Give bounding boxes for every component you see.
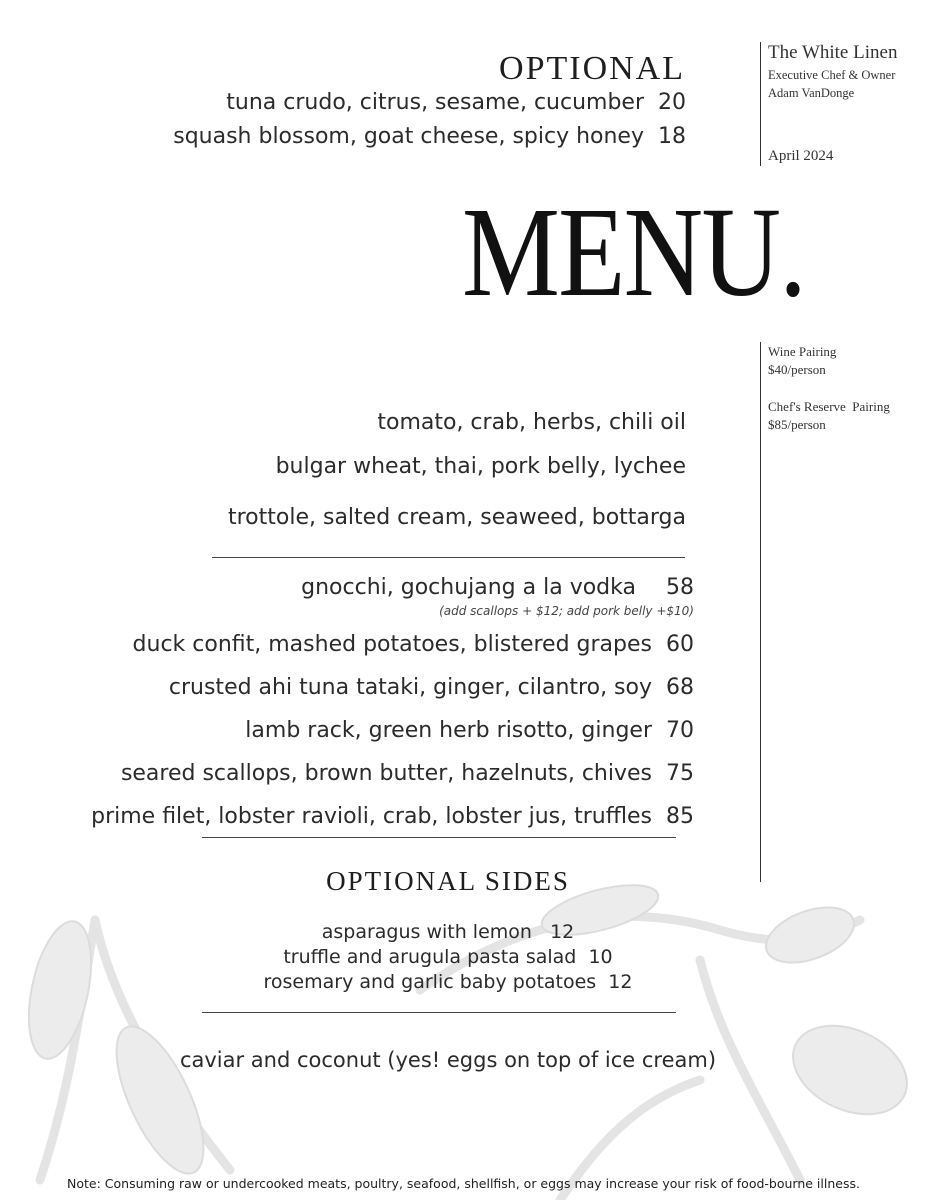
section-divider: [202, 1012, 676, 1013]
item-description: asparagus with lemon: [321, 921, 532, 943]
item-description: tomato, crab, herbs, chili oil: [377, 410, 686, 435]
item-description: caviar and coconut (yes! eggs on top of ice cream): [179, 1048, 717, 1072]
item-description: bulgar wheat, thai, pork belly, lychee: [275, 454, 686, 479]
item-price: 10: [588, 946, 613, 968]
item-price: 18: [658, 124, 686, 149]
item-description: seared scallops, brown butter, hazelnuts, chives: [120, 761, 652, 786]
item-price: 60: [666, 632, 694, 657]
reserve-pairing-price: $85/person: [768, 417, 826, 432]
item-description: prime filet, lobster ravioli, crab, lobster jus, truffles: [91, 804, 652, 829]
dessert-item: [0, 1048, 896, 1072]
item-description: truffle and arugula pasta salad: [283, 946, 577, 968]
wine-pairing-price: $40/person: [768, 362, 826, 377]
menu-item: [0, 971, 896, 993]
item-price: 85: [666, 804, 694, 829]
wine-pairing-label: Wine Pairing: [768, 344, 837, 359]
item-description: trottole, salted cream, seaweed, bottarga: [227, 505, 686, 530]
menu-title-text: MENU: [462, 181, 780, 323]
optional-heading: OPTIONAL: [499, 50, 685, 87]
item-description: duck confit, mashed potatoes, blistered grapes: [132, 632, 652, 657]
item-price: 68: [666, 675, 694, 700]
item-description: lamb rack, green herb risotto, ginger: [245, 718, 652, 743]
chef-name: Adam VanDonge: [768, 86, 855, 100]
menu-title-dot: .: [779, 181, 806, 323]
item-description: gnocchi, gochujang a la vodka: [301, 575, 636, 600]
sides-heading: OPTIONAL SIDES: [326, 866, 570, 896]
item-price: 70: [666, 718, 694, 743]
item-price: 12: [608, 971, 633, 993]
restaurant-name: The White Linen: [768, 42, 898, 63]
menu-item: [0, 921, 896, 943]
item-description: tuna crudo, citrus, sesame, cucumber: [226, 90, 644, 115]
chef-role: Executive Chef & Owner: [768, 68, 896, 82]
item-price: 12: [550, 921, 575, 943]
reserve-pairing-label: Chef's Reserve Pairing: [768, 399, 890, 414]
item-price: 20: [658, 90, 686, 115]
item-price: 58: [666, 575, 694, 600]
item-note: (add scallops + $12; add pork belly +$10): [439, 604, 694, 618]
item-description: rosemary and garlic baby potatoes: [263, 971, 597, 993]
item-price: 75: [666, 761, 694, 786]
menu-date: April 2024: [768, 148, 834, 164]
item-description: crusted ahi tuna tataki, ginger, cilantro, soy: [168, 675, 652, 700]
menu-item: [0, 946, 896, 968]
item-description: squash blossom, goat cheese, spicy honey: [173, 124, 644, 149]
allergy-note: Note: Consuming raw or undercooked meats, poultry, seafood, shellfish, or eggs may increase your risk of food-bourne illness.: [67, 1176, 860, 1191]
